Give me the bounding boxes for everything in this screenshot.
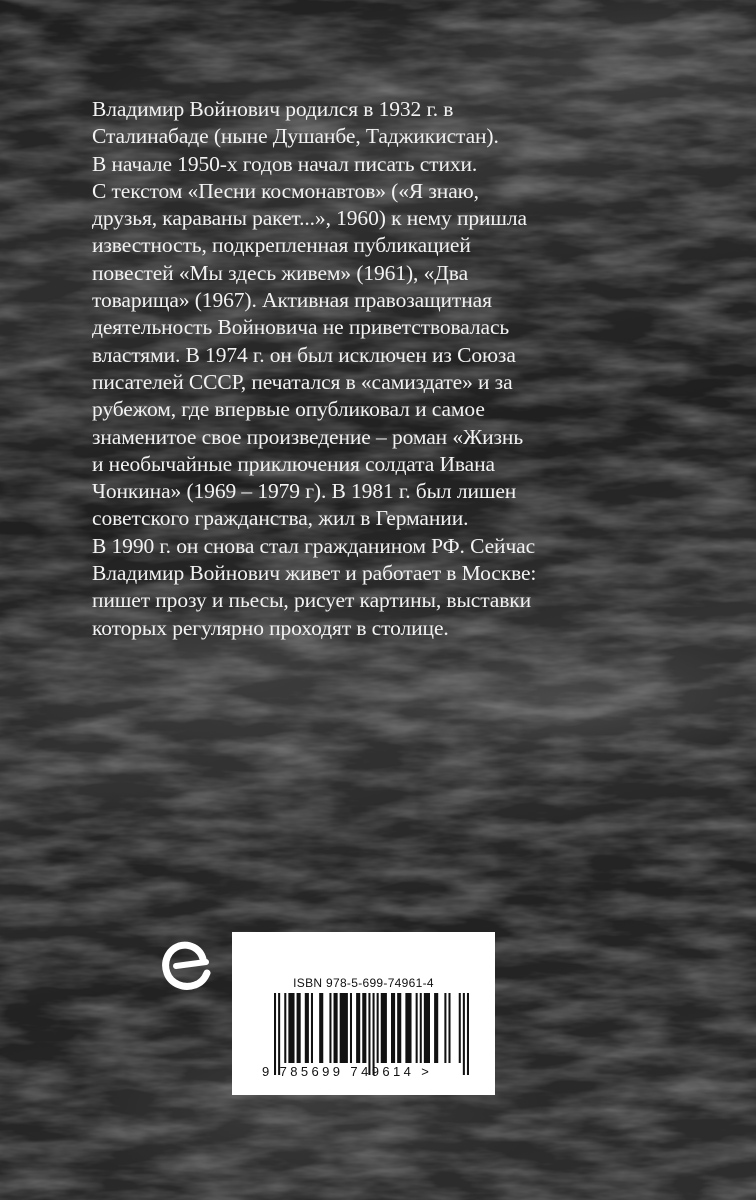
barcode-bar bbox=[340, 993, 348, 1063]
barcode-bar bbox=[391, 993, 395, 1063]
barcode-bar bbox=[334, 993, 338, 1063]
barcode-bar bbox=[356, 993, 360, 1063]
barcode-bar bbox=[297, 993, 301, 1063]
publisher-logo-icon bbox=[162, 940, 212, 990]
barcode-bar bbox=[444, 993, 446, 1063]
author-biography: Владимир Войнович родился в 1932 г. в Сталинабаде (ныне Душанбе, Таджикистан). В начале 1950-х годов начал писать стихи. С текстом «Песни космонавтов» («Я знаю, друзья, караваны ракет...», 1960) к нему пришла известность, подкрепленная публикацией повестей «Мы здесь живем» (1961), «Два товарища» (1967). Активная правозащитная деятельность Войновича не приветствовалась властями. В 1974 г. он был исключен из Союза писателей СССР, печатался в «самиздате» и за рубежом, где впервые опубликовал и самое знаменитое свое произведение – роман «Жизнь и необычайные приключения солдата Ивана Чонкина» (1969 – 1979 г). В 1981 г. был лишен советского гражданства, жил в Германии. В 1990 г. он снова стал гражданином РФ. Сейчас Владимир Войнович живет и работает в Москве: пишет прозу и пьесы, рисует картины, выставки которых регулярно проходят в столице. bbox=[92, 97, 537, 640]
barcode-bar bbox=[381, 993, 387, 1063]
barcode-bar bbox=[278, 993, 280, 1075]
barcode-bar bbox=[305, 993, 309, 1063]
barcode-bar bbox=[405, 993, 411, 1063]
barcode-bar bbox=[467, 993, 469, 1075]
barcode-bars bbox=[274, 993, 469, 1075]
barcode-bar bbox=[274, 993, 276, 1075]
barcode-bar bbox=[350, 993, 352, 1063]
barcode-bar bbox=[434, 993, 438, 1063]
barcode-digits: 9 785699 749614 > bbox=[262, 1064, 433, 1079]
barcode-bar bbox=[288, 993, 294, 1063]
barcode-bar bbox=[397, 993, 401, 1063]
barcode-bar bbox=[319, 993, 323, 1063]
barcode-bar bbox=[416, 993, 418, 1063]
barcode-bar bbox=[368, 993, 370, 1075]
barcode-bar bbox=[420, 993, 422, 1063]
barcode-bar bbox=[459, 993, 461, 1063]
isbn-barcode-panel bbox=[232, 932, 495, 1095]
barcode-bar bbox=[311, 993, 313, 1063]
barcode-bar bbox=[329, 993, 331, 1063]
barcode-bar bbox=[463, 993, 465, 1075]
barcode-bar bbox=[362, 993, 366, 1063]
isbn-number: ISBN 978-5-699-74961-4 bbox=[293, 976, 434, 990]
barcode-bar bbox=[373, 993, 375, 1075]
barcode-bar bbox=[448, 993, 450, 1063]
barcode-bar bbox=[377, 993, 379, 1063]
barcode-bar bbox=[424, 993, 430, 1063]
barcode-bar bbox=[284, 993, 286, 1063]
